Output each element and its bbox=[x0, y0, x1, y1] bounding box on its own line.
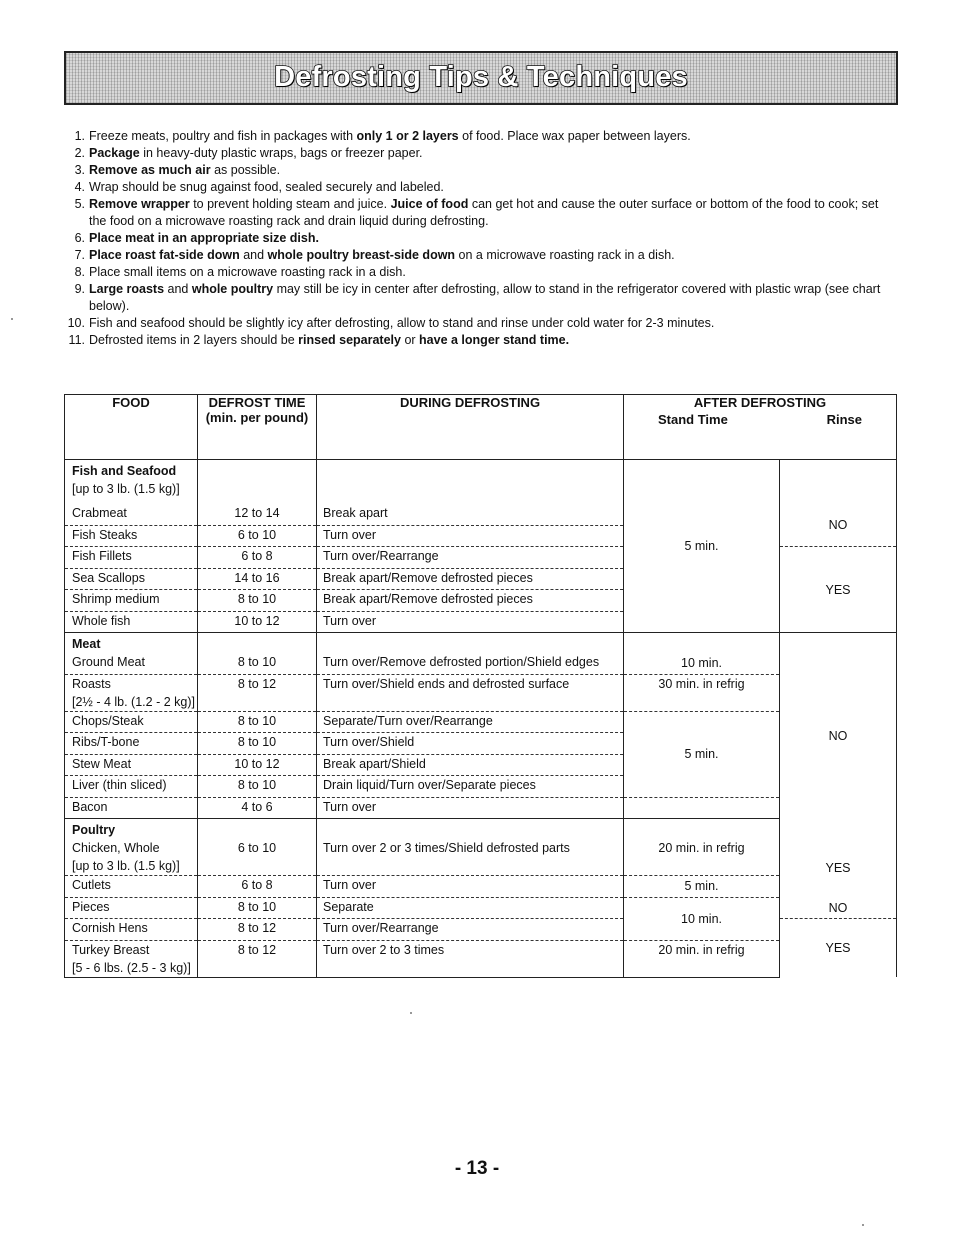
during-cell: Turn over bbox=[317, 611, 624, 633]
during-cell: Turn over bbox=[317, 797, 624, 819]
tip-number: 9. bbox=[74, 282, 85, 296]
food-name: Chicken, Whole bbox=[72, 841, 160, 855]
food-cell: Ground Meat bbox=[65, 653, 198, 674]
time-cell: 8 to 10 bbox=[198, 653, 317, 674]
category-label: Poultry bbox=[72, 823, 116, 837]
tip-text: and bbox=[164, 282, 192, 296]
stand-cell: 30 min. in refrig bbox=[624, 674, 780, 711]
time-cell: 14 to 16 bbox=[198, 568, 317, 590]
during-cell: Turn over bbox=[317, 525, 624, 547]
tip-emphasis: Remove as much air bbox=[89, 163, 211, 177]
chart-header-row bbox=[65, 395, 897, 460]
tip-emphasis: Place meat in an appropriate size dish. bbox=[89, 231, 319, 245]
food-cell: Shrimp medium bbox=[65, 590, 198, 612]
header-after bbox=[624, 395, 897, 460]
header-food: FOOD bbox=[65, 395, 198, 460]
tip-emphasis: have a longer stand time. bbox=[419, 333, 570, 347]
tip-number: 1. bbox=[74, 129, 85, 143]
during-cell: Turn over bbox=[317, 876, 624, 898]
time-cell: 12 to 14 bbox=[198, 504, 317, 525]
tip-item bbox=[64, 196, 898, 230]
food-cell: Chops/Steak bbox=[65, 711, 198, 733]
category-fish bbox=[65, 460, 198, 505]
defrost-chart bbox=[64, 394, 897, 978]
table-row bbox=[65, 839, 897, 876]
tip-item bbox=[64, 145, 898, 162]
category-row-poultry bbox=[65, 819, 897, 840]
table-row bbox=[65, 876, 897, 898]
food-cell: Stew Meat bbox=[65, 754, 198, 776]
food-cell: Fish Fillets bbox=[65, 547, 198, 569]
category-label: Meat bbox=[72, 637, 101, 651]
table-row bbox=[65, 653, 897, 674]
during-cell: Turn over/Rearrange bbox=[317, 919, 624, 941]
tip-number: 8. bbox=[74, 265, 85, 279]
tip-number: 6. bbox=[74, 231, 85, 245]
table-row bbox=[65, 711, 897, 733]
tip-emphasis: Juice of food bbox=[390, 197, 469, 211]
tip-text: on a microwave roasting rack in a dish. bbox=[455, 248, 675, 262]
scan-speck bbox=[410, 1012, 412, 1014]
tips-list bbox=[64, 128, 898, 349]
tip-emphasis: Large roasts bbox=[89, 282, 165, 296]
food-cell: Cornish Hens bbox=[65, 919, 198, 941]
tip-text: as possible. bbox=[210, 163, 281, 177]
category-poultry bbox=[65, 819, 198, 840]
time-cell: 6 to 8 bbox=[198, 547, 317, 569]
food-note: [2½ - 4 lb. (1.2 - 2 kg)] bbox=[72, 694, 195, 709]
food-cell bbox=[65, 839, 198, 876]
time-cell: 8 to 10 bbox=[198, 897, 317, 919]
table-row bbox=[65, 674, 897, 711]
tip-emphasis: only 1 or 2 layers bbox=[356, 129, 459, 143]
title-banner bbox=[64, 51, 898, 105]
tip-number: 2. bbox=[74, 146, 85, 160]
tip-text: to prevent holding steam and juice. bbox=[189, 197, 391, 211]
tip-number: 7. bbox=[74, 248, 85, 262]
stand-cell: 20 min. in refrig bbox=[624, 839, 780, 876]
tip-text: Fish and seafood should be slightly icy after defrosting, allow to stand and rinse under cold water for 2-3 minutes. bbox=[89, 316, 715, 330]
tip-number: 4. bbox=[74, 180, 85, 194]
page-number: - 13 - bbox=[454, 1158, 500, 1179]
food-cell: Bacon bbox=[65, 797, 198, 819]
tip-text: can get hot and cause the outer surface or bottom of the food to cook; set the food on a microwave roasting rack and drain liquid during defrosting. bbox=[89, 197, 879, 228]
food-cell: Liver (thin sliced) bbox=[65, 776, 198, 798]
tip-emphasis: Place roast fat-side down bbox=[89, 248, 240, 262]
category-label: Fish and Seafood bbox=[72, 464, 177, 478]
header-stand-time: Stand Time bbox=[658, 412, 728, 427]
food-cell bbox=[65, 940, 198, 977]
scan-speck bbox=[11, 318, 13, 320]
tip-number: 10. bbox=[67, 316, 85, 330]
during-cell: Turn over 2 or 3 times/Shield defrosted parts bbox=[317, 839, 624, 876]
time-cell: 8 to 12 bbox=[198, 940, 317, 977]
category-note: [up to 3 lb. (1.5 kg)] bbox=[72, 482, 180, 496]
during-cell: Separate/Turn over/Rearrange bbox=[317, 711, 624, 733]
category-meat bbox=[65, 633, 198, 654]
stand-cell: 10 min. bbox=[624, 897, 780, 940]
table-row bbox=[65, 940, 897, 977]
time-cell: 10 to 12 bbox=[198, 611, 317, 633]
food-name: Turkey Breast bbox=[72, 942, 150, 957]
header-rinse: Rinse bbox=[826, 412, 862, 427]
time-cell: 6 to 8 bbox=[198, 876, 317, 898]
during-cell: Turn over 2 to 3 times bbox=[317, 940, 624, 977]
tip-item bbox=[64, 128, 898, 145]
during-cell: Break apart/Remove defrosted pieces bbox=[317, 590, 624, 612]
rinse-cell bbox=[780, 919, 897, 978]
during-cell: Turn over/Shield bbox=[317, 733, 624, 755]
rinse-cell bbox=[780, 839, 897, 897]
stand-cell: 20 min. in refrig bbox=[624, 940, 780, 977]
tip-emphasis: Package bbox=[89, 146, 140, 160]
tip-item bbox=[64, 315, 898, 332]
tip-text: or bbox=[400, 333, 420, 347]
time-cell: 8 to 10 bbox=[198, 590, 317, 612]
during-cell: Break apart/Remove defrosted pieces bbox=[317, 568, 624, 590]
rinse-value: YES bbox=[825, 941, 851, 955]
food-cell: Ribs/T-bone bbox=[65, 733, 198, 755]
rinse-cell bbox=[780, 547, 897, 633]
tip-item bbox=[64, 230, 898, 247]
food-cell: Crabmeat bbox=[65, 504, 198, 525]
during-cell: Turn over/Rearrange bbox=[317, 547, 624, 569]
tip-emphasis: Remove wrapper bbox=[89, 197, 190, 211]
during-cell: Turn over/Remove defrosted portion/Shield edges bbox=[317, 653, 624, 674]
header-after-label: AFTER DEFROSTING bbox=[693, 395, 827, 410]
tip-number: 11. bbox=[68, 333, 85, 347]
tip-item bbox=[64, 332, 898, 349]
tip-text: may still be icy in center after defrosting, allow to stand in the refrigerator covered with plastic wrap (see chart below). bbox=[89, 282, 881, 313]
rinse-value: NO bbox=[828, 900, 848, 915]
time-cell: 8 to 10 bbox=[198, 711, 317, 733]
scan-speck bbox=[862, 1224, 864, 1226]
time-cell: 8 to 10 bbox=[198, 776, 317, 798]
stand-cell: 5 min. bbox=[624, 711, 780, 797]
rinse-value: NO bbox=[828, 518, 848, 532]
during-cell: Break apart/Shield bbox=[317, 754, 624, 776]
tip-item bbox=[64, 179, 898, 196]
time-cell: 8 to 12 bbox=[198, 674, 317, 711]
rinse-cell bbox=[780, 897, 897, 919]
during-cell: Drain liquid/Turn over/Separate pieces bbox=[317, 776, 624, 798]
tip-text: Place small items on a microwave roasting rack in a dish. bbox=[89, 265, 406, 279]
tip-number: 5. bbox=[74, 197, 85, 211]
tip-emphasis: whole poultry bbox=[191, 282, 274, 296]
tip-text: Wrap should be snug against food, sealed securely and labeled. bbox=[89, 180, 444, 194]
tip-text: in heavy-duty plastic wraps, bags or freezer paper. bbox=[139, 146, 423, 160]
category-row-fish bbox=[65, 460, 897, 505]
rinse-value: NO bbox=[828, 729, 848, 743]
tip-text: Freeze meats, poultry and fish in packages with bbox=[89, 129, 357, 143]
food-cell: Fish Steaks bbox=[65, 525, 198, 547]
food-cell: Pieces bbox=[65, 897, 198, 919]
stand-cell: 5 min. bbox=[624, 460, 780, 633]
tip-emphasis: rinsed separately bbox=[298, 333, 401, 347]
category-row-meat bbox=[65, 633, 897, 654]
food-cell: Cutlets bbox=[65, 876, 198, 898]
tip-text: Defrosted items in 2 layers should be bbox=[89, 333, 299, 347]
during-cell: Break apart bbox=[317, 504, 624, 525]
time-cell: 8 to 10 bbox=[198, 733, 317, 755]
tip-item bbox=[64, 281, 898, 315]
tip-item bbox=[64, 264, 898, 281]
tip-number: 3. bbox=[74, 163, 85, 177]
food-cell: Whole fish bbox=[65, 611, 198, 633]
stand-cell: 10 min. bbox=[624, 653, 780, 674]
page-title: Defrosting Tips & Techniques bbox=[274, 61, 688, 93]
tip-item bbox=[64, 247, 898, 264]
rinse-cell bbox=[780, 504, 897, 547]
food-cell: Sea Scallops bbox=[65, 568, 198, 590]
tip-text: of food. Place wax paper between layers. bbox=[458, 129, 691, 143]
time-cell: 10 to 12 bbox=[198, 754, 317, 776]
food-cell bbox=[65, 674, 198, 711]
header-defrost-time bbox=[198, 395, 317, 460]
during-cell: Separate bbox=[317, 897, 624, 919]
time-cell: 4 to 6 bbox=[198, 797, 317, 819]
time-cell: 8 to 12 bbox=[198, 919, 317, 941]
header-defrost-time-label: DEFROST TIME bbox=[208, 395, 306, 410]
header-defrost-time-sub: (min. per pound) bbox=[205, 410, 309, 425]
during-cell: Turn over/Shield ends and defrosted surface bbox=[317, 674, 624, 711]
stand-cell: 5 min. bbox=[624, 876, 780, 898]
tip-emphasis: whole poultry breast-side down bbox=[267, 248, 456, 262]
table-row bbox=[65, 797, 897, 819]
food-note: [5 - 6 lbs. (2.5 - 3 kg)] bbox=[72, 960, 191, 975]
food-name: Roasts bbox=[72, 676, 111, 691]
rinse-cell bbox=[780, 633, 897, 840]
table-row bbox=[65, 897, 897, 919]
time-cell: 6 to 10 bbox=[198, 839, 317, 876]
rinse-value: YES bbox=[825, 582, 851, 597]
tip-item bbox=[64, 162, 898, 179]
header-during: DURING DEFROSTING bbox=[317, 395, 624, 460]
rinse-value: YES bbox=[825, 861, 851, 875]
time-cell: 6 to 10 bbox=[198, 525, 317, 547]
tip-text: and bbox=[239, 248, 268, 262]
food-note: [up to 3 lb. (1.5 kg)] bbox=[72, 859, 180, 873]
